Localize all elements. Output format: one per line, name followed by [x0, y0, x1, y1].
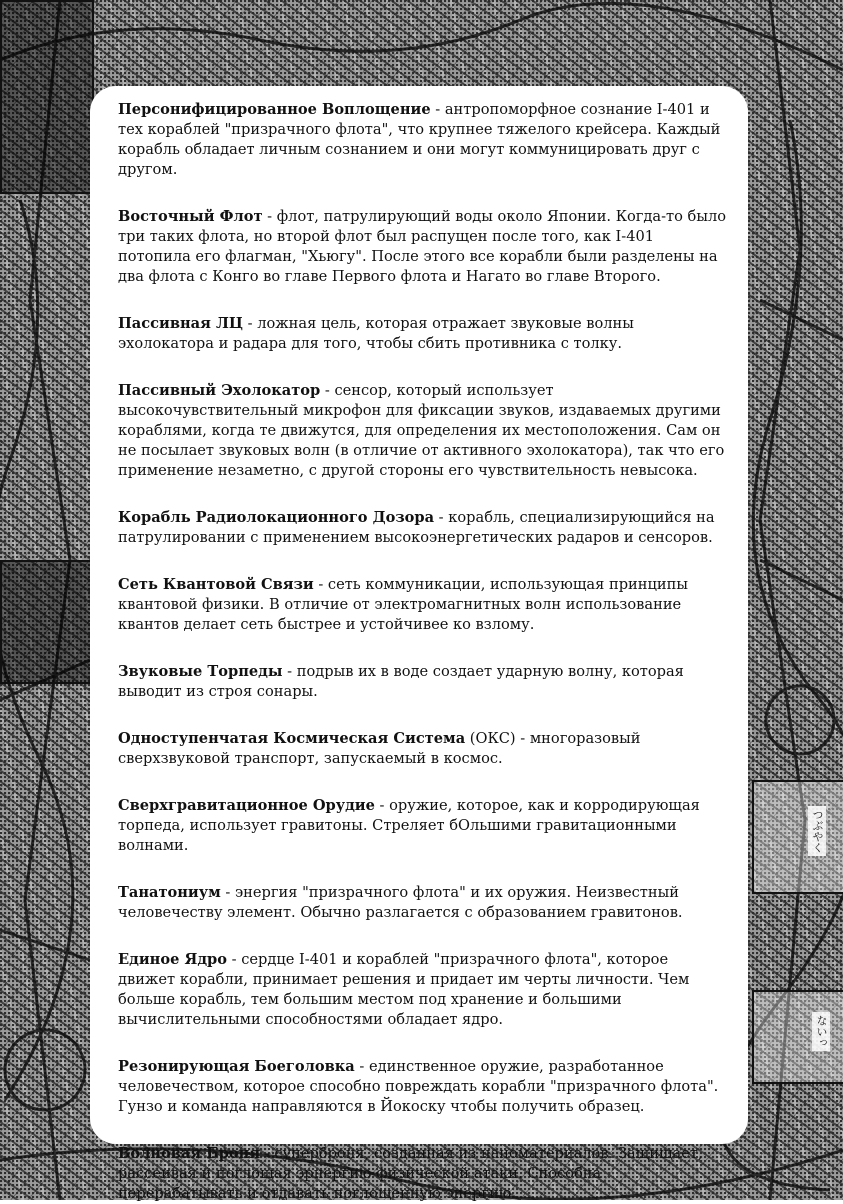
glossary-term: Волновая Броня [118, 1145, 261, 1162]
glossary-panel [90, 86, 748, 1202]
glossary-term: Резонирующая Боеголовка [118, 1058, 355, 1075]
glossary-entry [118, 883, 728, 923]
glossary-term: Пассивный Эхолокатор [118, 382, 321, 399]
glossary-definition: - ложная цель, которая отражает звуковые волны эхолокатора и радара для того, чтобы сбить противника с толку. [118, 315, 634, 352]
glossary-entry [118, 950, 728, 1030]
glossary-term: Восточный Флот [118, 208, 263, 225]
glossary-definition: - единственное оружие, разработанное человечеством, которое способно повреждать корабли "призрачного флота". Гунзо и команда направляются в Йокоску чтобы получить образец. [118, 1058, 719, 1115]
glossary-term: Сеть Квантовой Связи [118, 576, 314, 593]
glossary-term: Пассивная ЛЦ [118, 315, 243, 332]
glossary-term: Единое Ядро [118, 951, 227, 968]
glossary-term: Звуковые Торпеды [118, 663, 283, 680]
glossary-entry [118, 1057, 728, 1117]
glossary-definition: - антропоморфное сознание I-401 и тех кораблей "призрачного флота", что крупнее тяжелого крейсера. Каждый корабль обладает личным сознанием и они могут коммуницировать друг с другом. [118, 101, 721, 178]
glossary-definition: (ОКС) - многоразовый сверхзвуковой транспорт, запускаемый в космос. [118, 730, 641, 767]
glossary-definition: - флот, патрулирующий воды около Японии. Когда-то было три таких флота, но второй флот был распущен после того, как I-401 потопила его флагман, "Хьюгу". После этого все корабли были разделены на два флота с Конго во главе Первого флота и Нагато во главе Второго. [118, 208, 726, 285]
glossary-definition: - оружие, которое, как и корродирующая торпеда, использует гравитоны. Стреляет бОльшими гравитационными волнами. [118, 797, 700, 854]
glossary-entry [118, 207, 728, 287]
glossary-definition: - сеть коммуникации, использующая принципы квантовой физики. В отличие от электромагнитных волн использование квантов делает сеть быстрее и устойчивее ко взлому. [118, 576, 688, 633]
glossary-entry [118, 381, 728, 481]
glossary-entry [118, 729, 728, 769]
glossary-definition: - сердце I-401 и кораблей "призрачного флота", которое движет корабли, принимает решения и придает им черты личности. Чем больше корабль, тем большим местом под хранение и большими вычислительными способностями обладает ядро. [118, 951, 690, 1028]
manga-panel-fragment [752, 780, 843, 894]
glossary-term: Персонифицированное Воплощение [118, 101, 431, 118]
glossary-entry [118, 508, 728, 548]
speech-text-right-upper: つぶやく [808, 806, 826, 856]
glossary-entry [118, 100, 728, 180]
glossary-term: Сверхгравитационное Орудие [118, 797, 375, 814]
manga-panel-fragment [0, 560, 94, 684]
glossary-definition: - сенсор, который использует высокочувствительный микрофон для фиксации звуков, издаваемых другими кораблями, когда те движутся, для определения их местоположения. Сам он не посылает звуковых волн (в отличие от активного эхолокатора), так что его применение незаметно, с другой стороны его чувствительность невысока. [118, 382, 725, 479]
glossary-entry [118, 314, 728, 354]
glossary-term: Одноступенчатая Космическая Система [118, 730, 466, 747]
glossary-term: Танатониум [118, 884, 221, 901]
glossary-definition: - корабль, специализирующийся на патрулировании с применением высокоэнергетических радаров и сенсоров. [118, 509, 715, 546]
glossary-term: Корабль Радиолокационного Дозора [118, 509, 435, 526]
glossary-entry [118, 662, 728, 702]
glossary-entry [118, 1144, 728, 1204]
glossary-definition: - энергия "призрачного флота" и их оружия. Неизвестный человечеству элемент. Обычно разлагается с образованием гравитонов. [118, 884, 683, 921]
glossary-definition: - суперброня, созданная из наноматериалов. Защищает, рассеивая и поглощая эрнергию физической атаки. Способна перерабатывать и отдавать поглощенную энергию. [118, 1145, 703, 1202]
glossary-entry [118, 575, 728, 635]
glossary-entry [118, 796, 728, 856]
speech-text-right-lower: ないっ [812, 1012, 830, 1051]
manga-panel-fragment [0, 0, 94, 194]
glossary-definition: - подрыв их в воде создает ударную волну, которая выводит из строя сонары. [118, 663, 684, 700]
